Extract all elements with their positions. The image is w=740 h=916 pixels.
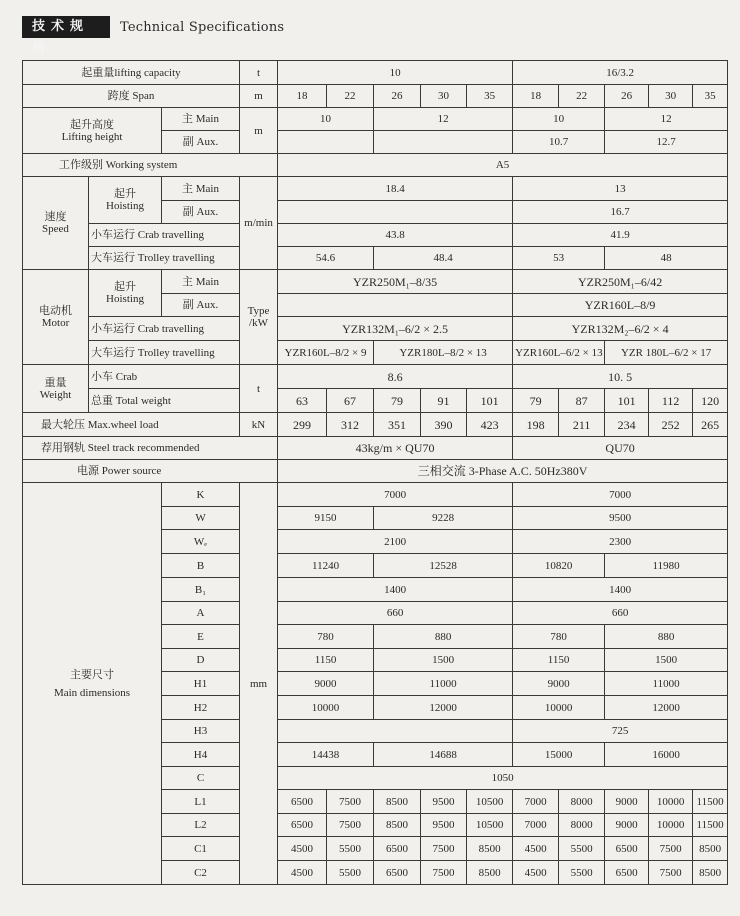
row-working-system [23,154,728,177]
dim-cell: 7500 [421,861,467,885]
wheel-load-cell: 234 [605,413,649,437]
lifting-height-label-cn: 起升高度 [70,118,114,131]
motor-hoisting-cn: 起升 [114,281,136,293]
capacity-unit: t [240,61,278,85]
weight-total-cell: 101 [467,389,513,413]
motor-label [23,270,89,365]
motor-trolley-value: YZR160L–8/2 × 9 [278,341,374,365]
lifting-main-value: 12 [374,108,513,131]
steel-track-label: 荐用钢轨 Steel track recommended [23,437,278,460]
dim-cell: 6500 [605,837,649,861]
speed-hoist-aux: 16.7 [513,201,728,224]
speed-aux-label: 副 Aux. [162,201,240,224]
dim-cell: 8000 [559,790,605,814]
dim-value: 7000 [278,483,513,507]
motor-label-cn: 电动机 [39,305,72,317]
weight-label-en: Weight [39,388,72,401]
wheel-load-cell: 312 [327,413,374,437]
dim-value: 14688 [374,743,513,767]
dim-value: 1500 [605,649,728,672]
motor-hoisting-en: Hoisting [106,293,144,305]
motor-hoist-main: YZR250M₁–6/42 [513,270,728,294]
spec-table [22,60,728,885]
dim-cell: 11500 [693,790,728,814]
span-cell: 30 [421,85,467,108]
dim-value: 660 [278,602,513,625]
row-steel-track [23,437,728,460]
wheel-load-cell: 198 [513,413,559,437]
dim-symbol: H1 [162,672,240,696]
dim-value: 10820 [513,554,605,578]
dim-value: 7000 [513,483,728,507]
dim-value: 2100 [278,530,513,554]
power-label: 电源 Power source [23,460,278,483]
lifting-aux-label: 副 Aux. [162,131,240,154]
row-dim-K [23,483,728,507]
dim-symbol: W [162,507,240,530]
span-cell: 22 [559,85,605,108]
lifting-main-value: 12 [605,108,728,131]
dim-symbol: E [162,625,240,649]
row-capacity [23,61,728,85]
dim-value: 9500 [513,507,728,530]
lifting-height-label [23,108,162,154]
weight-total-cell: 101 [605,389,649,413]
dim-value: 9000 [513,672,605,696]
wheel-load-cell: 211 [559,413,605,437]
dim-symbol: C2 [162,861,240,885]
dim-cell: 7500 [421,837,467,861]
dim-cell: 9000 [605,814,649,837]
motor-aux-label: 副 Aux. [162,294,240,317]
dim-symbol: K [162,483,240,507]
span-cell: 30 [649,85,693,108]
dim-symbol: B₁ [162,578,240,602]
weight-total-cell: 79 [513,389,559,413]
lifting-main-value: 10 [278,108,374,131]
working-system-value: A5 [278,154,728,177]
dim-value: 2300 [513,530,728,554]
dim-symbol: A [162,602,240,625]
row-lifting-main [23,108,728,131]
motor-unit-type: Type [247,305,270,317]
dim-value: 10000 [278,696,374,720]
dim-value: 11000 [374,672,513,696]
dim-symbol: H3 [162,720,240,743]
row-motor-crab [23,317,728,341]
dim-cell: 8000 [559,814,605,837]
dim-value: 9000 [278,672,374,696]
dim-value: 11980 [605,554,728,578]
speed-crab-value: 43.8 [278,224,513,247]
dim-value: 9228 [374,507,513,530]
motor-label-en: Motor [41,317,70,329]
dim-symbol: D [162,649,240,672]
dim-value: 780 [278,625,374,649]
dimensions-unit: mm [240,483,278,885]
dim-symbol: L1 [162,790,240,814]
dim-value: 16000 [605,743,728,767]
dim-value: 780 [513,625,605,649]
dim-cell: 6500 [278,814,327,837]
speed-label [23,177,89,270]
dim-cell: 6500 [605,861,649,885]
dim-value: 12000 [605,696,728,720]
speed-crab-value: 41.9 [513,224,728,247]
span-cell: 18 [513,85,559,108]
dim-value: 10000 [513,696,605,720]
dim-cell: 7000 [513,790,559,814]
wheel-load-cell: 252 [649,413,693,437]
wheel-load-cell: 351 [374,413,421,437]
dim-value: 880 [605,625,728,649]
row-span [23,85,728,108]
lifting-main-value: 10 [513,108,605,131]
dim-cell: 7500 [649,861,693,885]
weight-total-cell: 112 [649,389,693,413]
dim-cell: 5500 [327,837,374,861]
speed-trolley-value: 48.4 [374,247,513,270]
page-header [22,16,285,56]
speed-crab-label: 小车运行 Crab travelling [89,224,240,247]
dim-symbol: H2 [162,696,240,720]
dim-symbol: C [162,767,240,790]
dim-symbol: B [162,554,240,578]
motor-hoist-aux: YZR160L–8/9 [513,294,728,317]
capacity-value-10t: 10 [278,61,513,85]
dim-cell: 9000 [605,790,649,814]
dim-value: 12000 [374,696,513,720]
weight-crab-label: 小车 Crab [89,365,240,389]
dim-value: 1500 [374,649,513,672]
wheel-load-unit: kN [240,413,278,437]
speed-trolley-value: 54.6 [278,247,374,270]
span-label: 跨度 Span [23,85,240,108]
lifting-unit: m [240,108,278,154]
dim-cell: 10000 [649,814,693,837]
speed-label-en: Speed [42,223,69,235]
section-title-cn: 技术规格 [22,16,110,38]
dim-value: 880 [374,625,513,649]
weight-total-cell: 120 [693,389,728,413]
dimensions-label-cn: 主要尺寸 [70,668,114,681]
wheel-load-cell: 423 [467,413,513,437]
dim-cell: 7000 [513,814,559,837]
speed-unit: m/min [240,177,278,270]
speed-hoist-main: 13 [513,177,728,201]
steel-track-value: QU70 [513,437,728,460]
weight-total-cell: 67 [327,389,374,413]
span-cell: 26 [605,85,649,108]
dim-value: 1150 [513,649,605,672]
span-unit: m [240,85,278,108]
dim-cell: 6500 [278,790,327,814]
speed-hoist-main: 18.4 [278,177,513,201]
speed-main-label: 主 Main [162,177,240,201]
motor-crab-label: 小车运行 Crab travelling [89,317,240,341]
dim-cell: 6500 [374,861,421,885]
dim-cell: 4500 [278,837,327,861]
speed-trolley-value: 48 [605,247,728,270]
dim-cell: 8500 [374,790,421,814]
dim-value: 1400 [278,578,513,602]
row-speed-crab [23,224,728,247]
dim-value: 9150 [278,507,374,530]
speed-trolley-label: 大车运行 Trolley travelling [89,247,240,270]
dim-cell: 8500 [467,861,513,885]
span-cell: 35 [467,85,513,108]
speed-hoist-aux [278,201,513,224]
weight-crab-value: 8.6 [278,365,513,389]
motor-unit-kw: /kW [249,317,268,329]
speed-hoisting-cn: 起升 [114,188,136,200]
motor-hoist-aux [278,294,513,317]
dim-symbol: L2 [162,814,240,837]
dim-cell: 8500 [693,837,728,861]
wheel-load-cell: 265 [693,413,728,437]
dim-value: 1150 [278,649,374,672]
dim-cell: 7500 [327,814,374,837]
lifting-height-label-en: Lifting height [61,130,123,143]
dim-value: 660 [513,602,728,625]
row-motor-hoist-main [23,270,728,294]
capacity-value-16t: 16/3.2 [513,61,728,85]
weight-total-cell: 63 [278,389,327,413]
row-weight-total [23,389,728,413]
dim-cell: 7500 [327,790,374,814]
motor-crab-value: YZR132M₂–6/2 × 4 [513,317,728,341]
motor-unit [240,270,278,365]
span-cell: 26 [374,85,421,108]
motor-trolley-value: YZR160L–6/2 × 13 [513,341,605,365]
dim-cell: 10500 [467,790,513,814]
weight-crab-value: 10. 5 [513,365,728,389]
weight-label [23,365,89,413]
motor-trolley-label: 大车运行 Trolley travelling [89,341,240,365]
dim-cell: 9500 [421,790,467,814]
weight-unit: t [240,365,278,413]
dim-cell: 4500 [513,837,559,861]
dim-cell: 10500 [467,814,513,837]
span-cell: 35 [693,85,728,108]
dim-value: 725 [513,720,728,743]
row-speed-trolley [23,247,728,270]
section-title-en: Technical Specifications [120,19,285,35]
lifting-aux-value [278,131,374,154]
dim-symbol: C1 [162,837,240,861]
dim-cell: 9500 [421,814,467,837]
dim-value: 11000 [605,672,728,696]
lifting-main-label: 主 Main [162,108,240,131]
motor-hoist-main: YZR250M₁–8/35 [278,270,513,294]
dim-value: 11240 [278,554,374,578]
dim-value [278,720,513,743]
wheel-load-label: 最大轮压 Max.wheel load [23,413,240,437]
row-weight-crab [23,365,728,389]
dim-cell: 5500 [327,861,374,885]
motor-trolley-value: YZR 180L–6/2 × 17 [605,341,728,365]
dim-cell: 5500 [559,837,605,861]
dim-symbol: H4 [162,743,240,767]
wheel-load-cell: 299 [278,413,327,437]
weight-label-cn: 重量 [44,376,67,389]
dim-cell: 11500 [693,814,728,837]
row-power [23,460,728,483]
speed-trolley-value: 53 [513,247,605,270]
span-cell: 22 [327,85,374,108]
weight-total-cell: 87 [559,389,605,413]
dim-cell: 8500 [467,837,513,861]
dimensions-label [23,483,162,885]
dim-value: 1050 [278,767,728,790]
speed-hoisting-en: Hoisting [106,200,144,212]
lifting-aux-value [374,131,513,154]
power-value: 三相交流 3-Phase A.C. 50Hz380V [278,460,728,483]
dim-value: 14438 [278,743,374,767]
dim-cell: 4500 [513,861,559,885]
lifting-aux-value: 10.7 [513,131,605,154]
row-wheel-load [23,413,728,437]
dim-cell: 8500 [374,814,421,837]
dim-cell: 10000 [649,790,693,814]
dim-cell: 4500 [278,861,327,885]
steel-track-value: 43kg/m × QU70 [278,437,513,460]
speed-hoisting-label [89,177,162,224]
motor-hoisting-label [89,270,162,317]
span-cell: 18 [278,85,327,108]
row-motor-trolley [23,341,728,365]
lifting-aux-value: 12.7 [605,131,728,154]
working-system-label: 工作级别 Working system [23,154,278,177]
dim-value: 1400 [513,578,728,602]
motor-crab-value: YZR132M₁–6/2 × 2.5 [278,317,513,341]
weight-total-label: 总重 Total weight [89,389,240,413]
dim-symbol: Wₑ [162,530,240,554]
wheel-load-cell: 390 [421,413,467,437]
row-speed-hoist-main [23,177,728,201]
weight-total-cell: 91 [421,389,467,413]
dim-cell: 5500 [559,861,605,885]
dim-cell: 7500 [649,837,693,861]
capacity-label: 起重量lifting capacity [23,61,240,85]
dim-value: 15000 [513,743,605,767]
dim-value: 12528 [374,554,513,578]
dimensions-label-en: Main dimensions [53,686,131,699]
motor-main-label: 主 Main [162,270,240,294]
dim-cell: 6500 [374,837,421,861]
weight-total-cell: 79 [374,389,421,413]
dim-cell: 8500 [693,861,728,885]
speed-label-cn: 速度 [44,211,67,223]
motor-trolley-value: YZR180L–8/2 × 13 [374,341,513,365]
